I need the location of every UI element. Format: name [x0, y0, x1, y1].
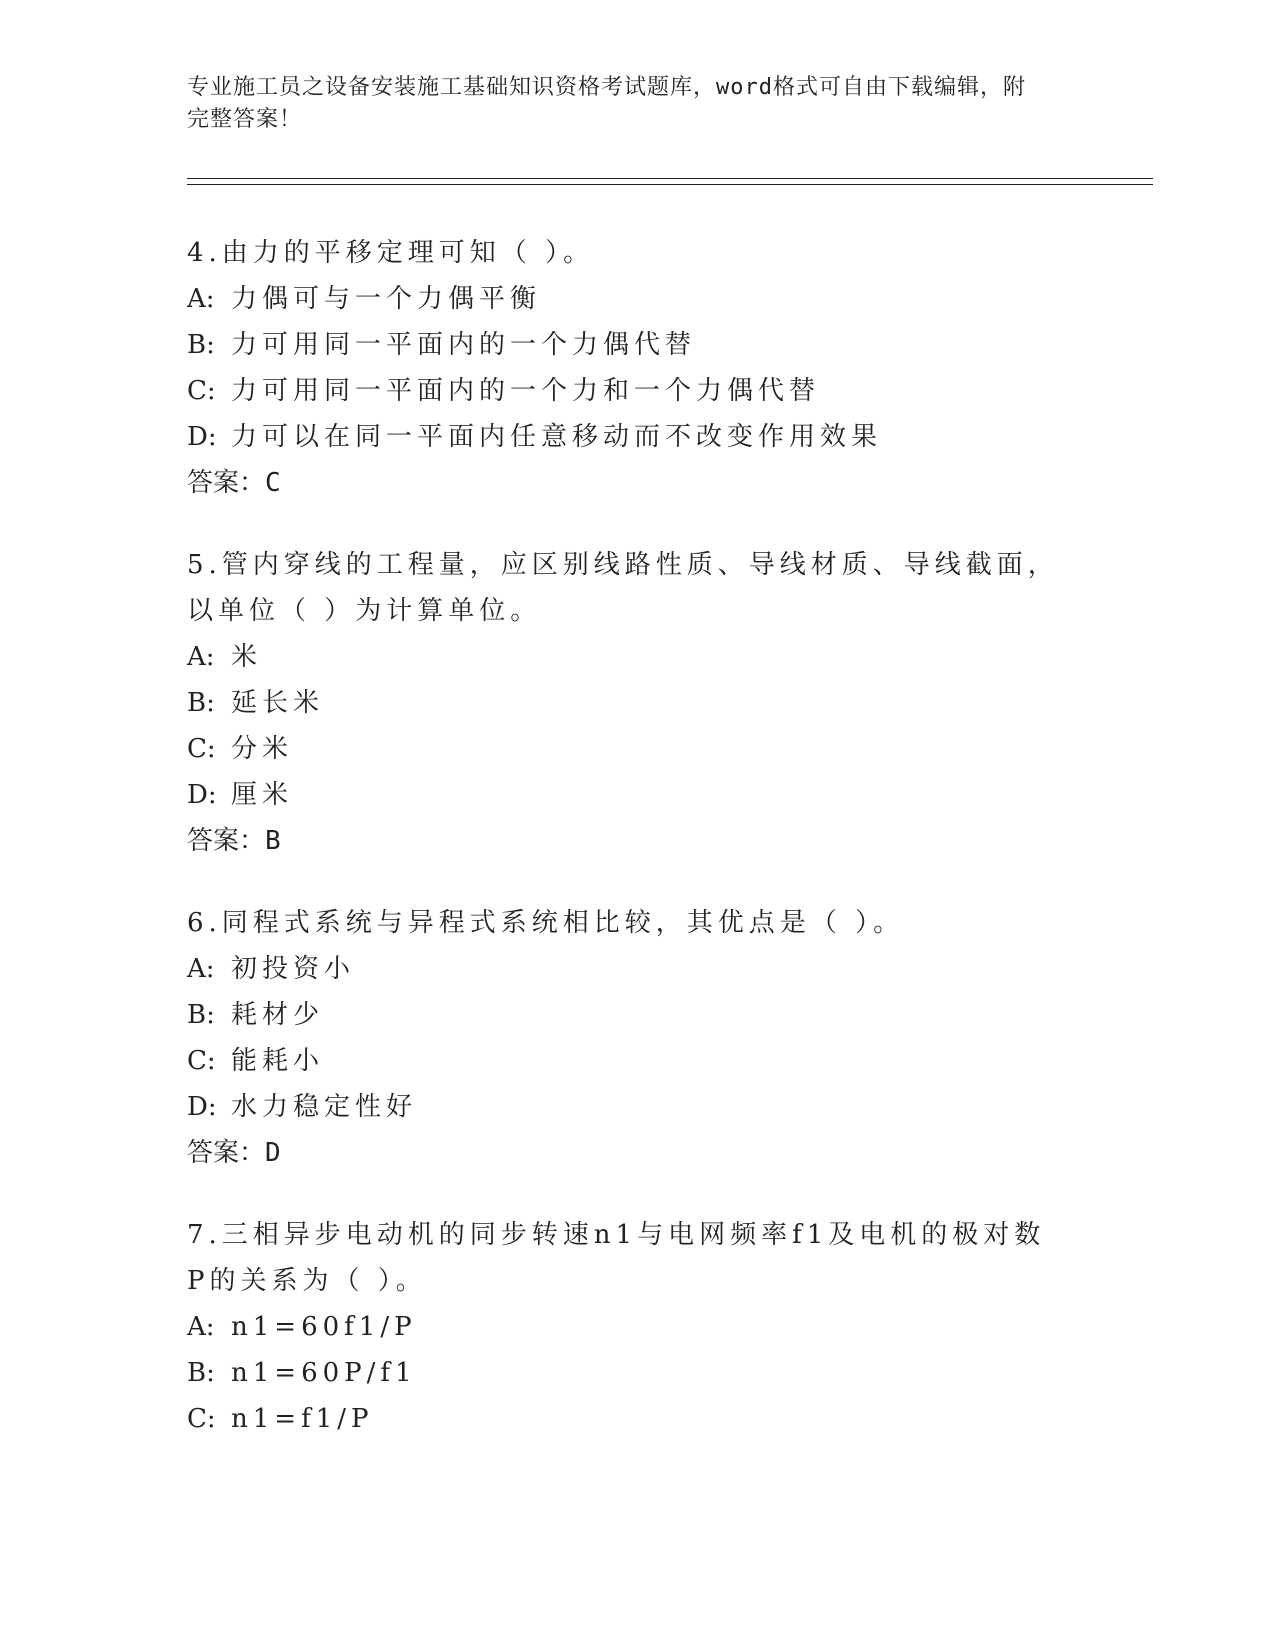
- option-text: 米: [231, 642, 263, 672]
- option-c: [187, 726, 1067, 772]
- option-label: C:: [187, 376, 216, 406]
- question-item: [187, 230, 1067, 506]
- option-b: [187, 1350, 1067, 1396]
- option-text: 耗材少: [231, 1000, 325, 1030]
- option-b: [187, 680, 1067, 726]
- option-text: 力偶可与一个力偶平衡: [231, 284, 542, 314]
- option-c: [187, 368, 1067, 414]
- question-title: 4.由力的平移定理可知（ ）。: [187, 238, 595, 268]
- option-label: A:: [187, 1312, 215, 1342]
- answer-text: 答案：D: [187, 1138, 281, 1168]
- option-a: [187, 1304, 1067, 1350]
- option-label: C:: [187, 1046, 216, 1076]
- option-label: D:: [187, 780, 217, 810]
- document-header: 专业施工员之设备安装施工基础知识资格考试题库，word格式可自由下载编辑，附完整答案！: [187, 75, 1026, 132]
- option-text: 水力稳定性好: [231, 1092, 418, 1122]
- answer-text: 答案：B: [187, 826, 281, 856]
- question-item: [187, 1212, 1067, 1442]
- option-text: 力可以在同一平面内任意移动而不改变作用效果: [231, 422, 883, 452]
- option-text: n1=60f1/P: [231, 1312, 417, 1342]
- option-text: 厘米: [231, 780, 294, 810]
- option-c: [187, 1038, 1067, 1084]
- option-a: [187, 276, 1067, 322]
- option-d: [187, 772, 1067, 818]
- option-a: [187, 634, 1067, 680]
- option-label: A:: [187, 954, 215, 984]
- option-text: 力可用同一平面内的一个力偶代替: [231, 330, 697, 360]
- answer-text: 答案：C: [187, 468, 281, 498]
- question-list: [187, 230, 1067, 1478]
- option-label: D:: [187, 422, 217, 452]
- option-label: B:: [187, 688, 215, 718]
- option-text: 分米: [231, 734, 294, 764]
- option-b: [187, 322, 1067, 368]
- option-text: 初投资小: [231, 954, 356, 984]
- option-label: C:: [187, 734, 216, 764]
- option-label: A:: [187, 642, 215, 672]
- option-text: 力可用同一平面内的一个力和一个力偶代替: [231, 376, 821, 406]
- option-label: B:: [187, 1000, 215, 1030]
- question-title: 7.三相异步电动机的同步转速n1与电网频率f1及电机的极对数P的关系为（ ）。: [187, 1220, 1046, 1296]
- option-text: n1=f1/P: [231, 1404, 374, 1434]
- option-label: B:: [187, 1358, 215, 1388]
- option-c: [187, 1396, 1067, 1442]
- option-label: D:: [187, 1092, 217, 1122]
- question-title: 6.同程式系统与异程式系统相比较，其优点是（ ）。: [187, 908, 905, 938]
- option-label: B:: [187, 330, 215, 360]
- option-a: [187, 946, 1067, 992]
- option-d: [187, 414, 1067, 460]
- question-title: 5.管内穿线的工程量，应区别线路性质、导线材质、导线截面，以单位（ ）为计算单位。: [187, 550, 1059, 626]
- option-d: [187, 1084, 1067, 1130]
- option-text: 能耗小: [231, 1046, 325, 1076]
- option-label: C:: [187, 1404, 216, 1434]
- option-b: [187, 992, 1067, 1038]
- option-text: n1=60P/f1: [231, 1358, 417, 1388]
- option-text: 延长米: [231, 688, 325, 718]
- option-label: A:: [187, 284, 215, 314]
- question-item: [187, 900, 1067, 1176]
- question-item: [187, 542, 1067, 864]
- header-divider: [187, 178, 1153, 185]
